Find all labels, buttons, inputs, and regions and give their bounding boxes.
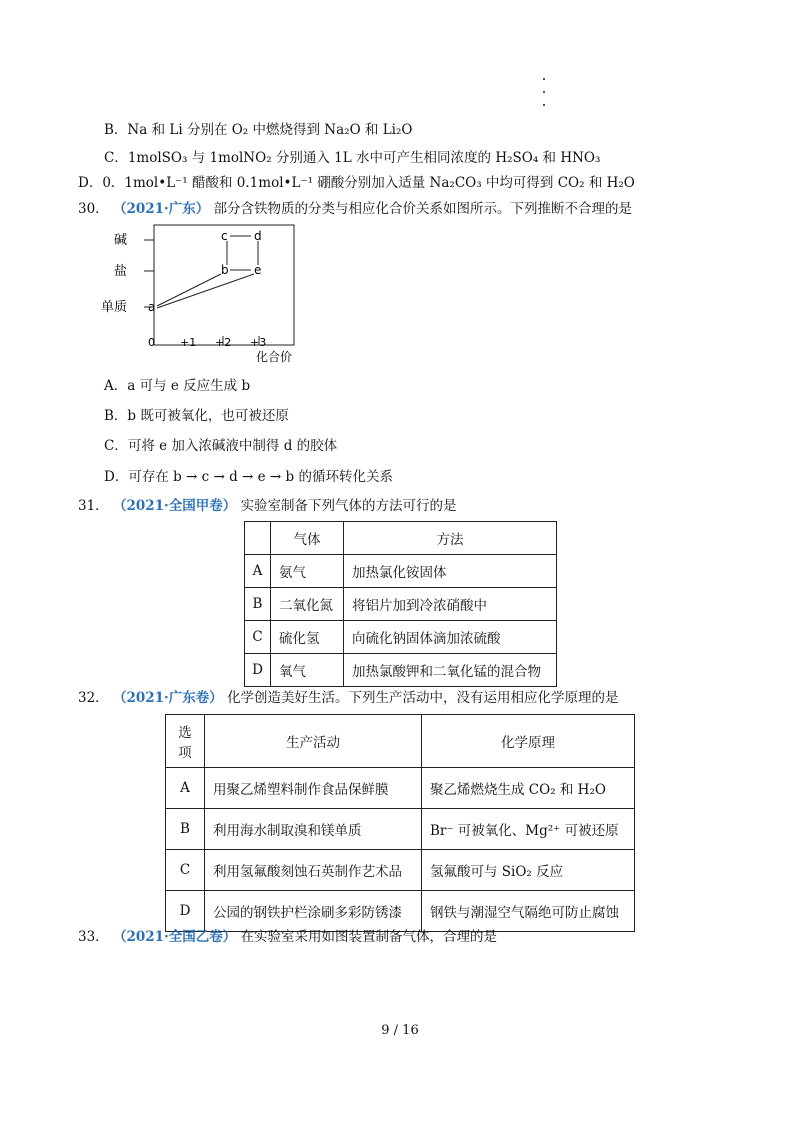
iron-valence-diagram	[100, 218, 330, 366]
activity-cell: 用聚乙烯塑料制作食品保鲜膜	[205, 768, 422, 809]
principle-cell: Br⁻ 可被氧化、Mg²⁺ 可被还原	[422, 809, 635, 850]
y-label-base: 碱	[114, 233, 128, 248]
q31-table	[244, 521, 557, 687]
x-axis-title: 化合价	[256, 350, 293, 364]
q30-option-b: B．b 既可被氧化，也可被还原	[104, 408, 289, 424]
header-cell: 气体	[271, 522, 344, 555]
table-row	[245, 555, 557, 588]
y-label-salt: 盐	[114, 264, 128, 279]
question-source: （2021·广东卷）	[112, 690, 223, 706]
q30-option-d: D．可存在 b → c → d → e → b 的循环转化关系	[104, 469, 393, 485]
table-row	[245, 654, 557, 687]
question-number: 31．	[78, 498, 109, 514]
table-header-row	[166, 715, 635, 768]
point-b: b	[221, 263, 229, 277]
option-key: A	[166, 768, 205, 809]
x-tick-3: +3	[250, 336, 267, 349]
header-cell: 化学原理	[422, 715, 635, 768]
point-a: a	[148, 300, 156, 314]
page-number: 9 / 16	[381, 1023, 419, 1038]
question-source: （2021·广东）	[112, 201, 210, 217]
header-cell: 生产活动	[205, 715, 422, 768]
table-row	[166, 768, 635, 809]
q30-stem-line	[78, 200, 632, 218]
header-cell: 方法	[344, 522, 557, 555]
gas-cell: 氧气	[271, 654, 344, 687]
point-c: c	[221, 229, 228, 243]
gas-cell: 氨气	[271, 555, 344, 588]
question-stem: 实验室制备下列气体的方法可行的是	[240, 498, 457, 514]
question-stem: 在实验室采用如图装置制备气体，合理的是	[240, 929, 498, 945]
question-stem: 部分含铁物质的分类与相应化合价关系如图所示。下列推断不合理的是	[213, 201, 633, 217]
q31-stem-line	[78, 497, 457, 515]
option-key: C	[245, 621, 271, 654]
q32-table	[165, 714, 635, 932]
q29-option-d: D．0．1mol•L⁻¹ 醋酸和 0.1mol•L⁻¹ 硼酸分别加入适量 Na₂CO₃ 中均可得到 CO₂ 和 H₂O	[78, 175, 635, 191]
option-key: D	[166, 891, 205, 932]
q30-option-a: A．a 可与 e 反应生成 b	[104, 378, 251, 394]
principle-cell: 钢铁与潮湿空气隔绝可防止腐蚀	[422, 891, 635, 932]
option-key: B	[166, 809, 205, 850]
header-cell	[245, 522, 271, 555]
option-key: D	[245, 654, 271, 687]
y-label-element: 单质	[101, 300, 128, 315]
method-cell: 将铝片加到冷浓硝酸中	[344, 588, 557, 621]
table-row	[166, 891, 635, 932]
activity-cell: 利用海水制取溴和镁单质	[205, 809, 422, 850]
q33-stem-line	[78, 928, 497, 946]
question-stem: 化学创造美好生活。下列生产活动中，没有运用相应化学原理的是	[227, 690, 619, 706]
x-tick-2: +2	[215, 336, 232, 349]
q30-option-c: C．可将 e 加入浓碱液中制得 d 的胶体	[104, 438, 338, 454]
margin-dots	[543, 78, 547, 117]
header-cell: 选项	[166, 715, 205, 768]
table-row	[166, 809, 635, 850]
question-number: 30．	[78, 201, 109, 217]
activity-cell: 利用氢氟酸刻蚀石英制作艺术品	[205, 850, 422, 891]
principle-cell: 聚乙烯燃烧生成 CO₂ 和 H₂O	[422, 768, 635, 809]
question-number: 33．	[78, 929, 109, 945]
question-source: （2021·全国乙卷）	[112, 929, 237, 945]
method-cell: 加热氯酸钾和二氧化锰的混合物	[344, 654, 557, 687]
principle-cell: 氢氟酸可与 SiO₂ 反应	[422, 850, 635, 891]
activity-cell: 公园的钢铁护栏涂刷多彩防锈漆	[205, 891, 422, 932]
question-number: 32．	[78, 690, 109, 706]
x-tick-0: 0	[148, 336, 155, 349]
gas-cell: 硫化氢	[271, 621, 344, 654]
x-tick-1: +1	[180, 336, 197, 349]
table-row	[166, 850, 635, 891]
point-d: d	[254, 229, 262, 243]
q29-option-c: C．1molSO₃ 与 1molNO₂ 分别通入 1L 水中可产生相同浓度的 H₂SO₄ 和 HNO₃	[104, 150, 601, 166]
table-row	[245, 588, 557, 621]
q32-stem-line	[78, 689, 619, 707]
question-source: （2021·全国甲卷）	[112, 498, 237, 514]
method-cell: 向硫化钠固体滴加浓硫酸	[344, 621, 557, 654]
table-row	[245, 621, 557, 654]
point-e: e	[254, 263, 262, 277]
gas-cell: 二氧化氮	[271, 588, 344, 621]
method-cell: 加热氯化铵固体	[344, 555, 557, 588]
table-header-row	[245, 522, 557, 555]
option-key: C	[166, 850, 205, 891]
option-key: B	[245, 588, 271, 621]
q29-option-b: B．Na 和 Li 分别在 O₂ 中燃烧得到 Na₂O 和 Li₂O	[104, 122, 413, 138]
option-key: A	[245, 555, 271, 588]
